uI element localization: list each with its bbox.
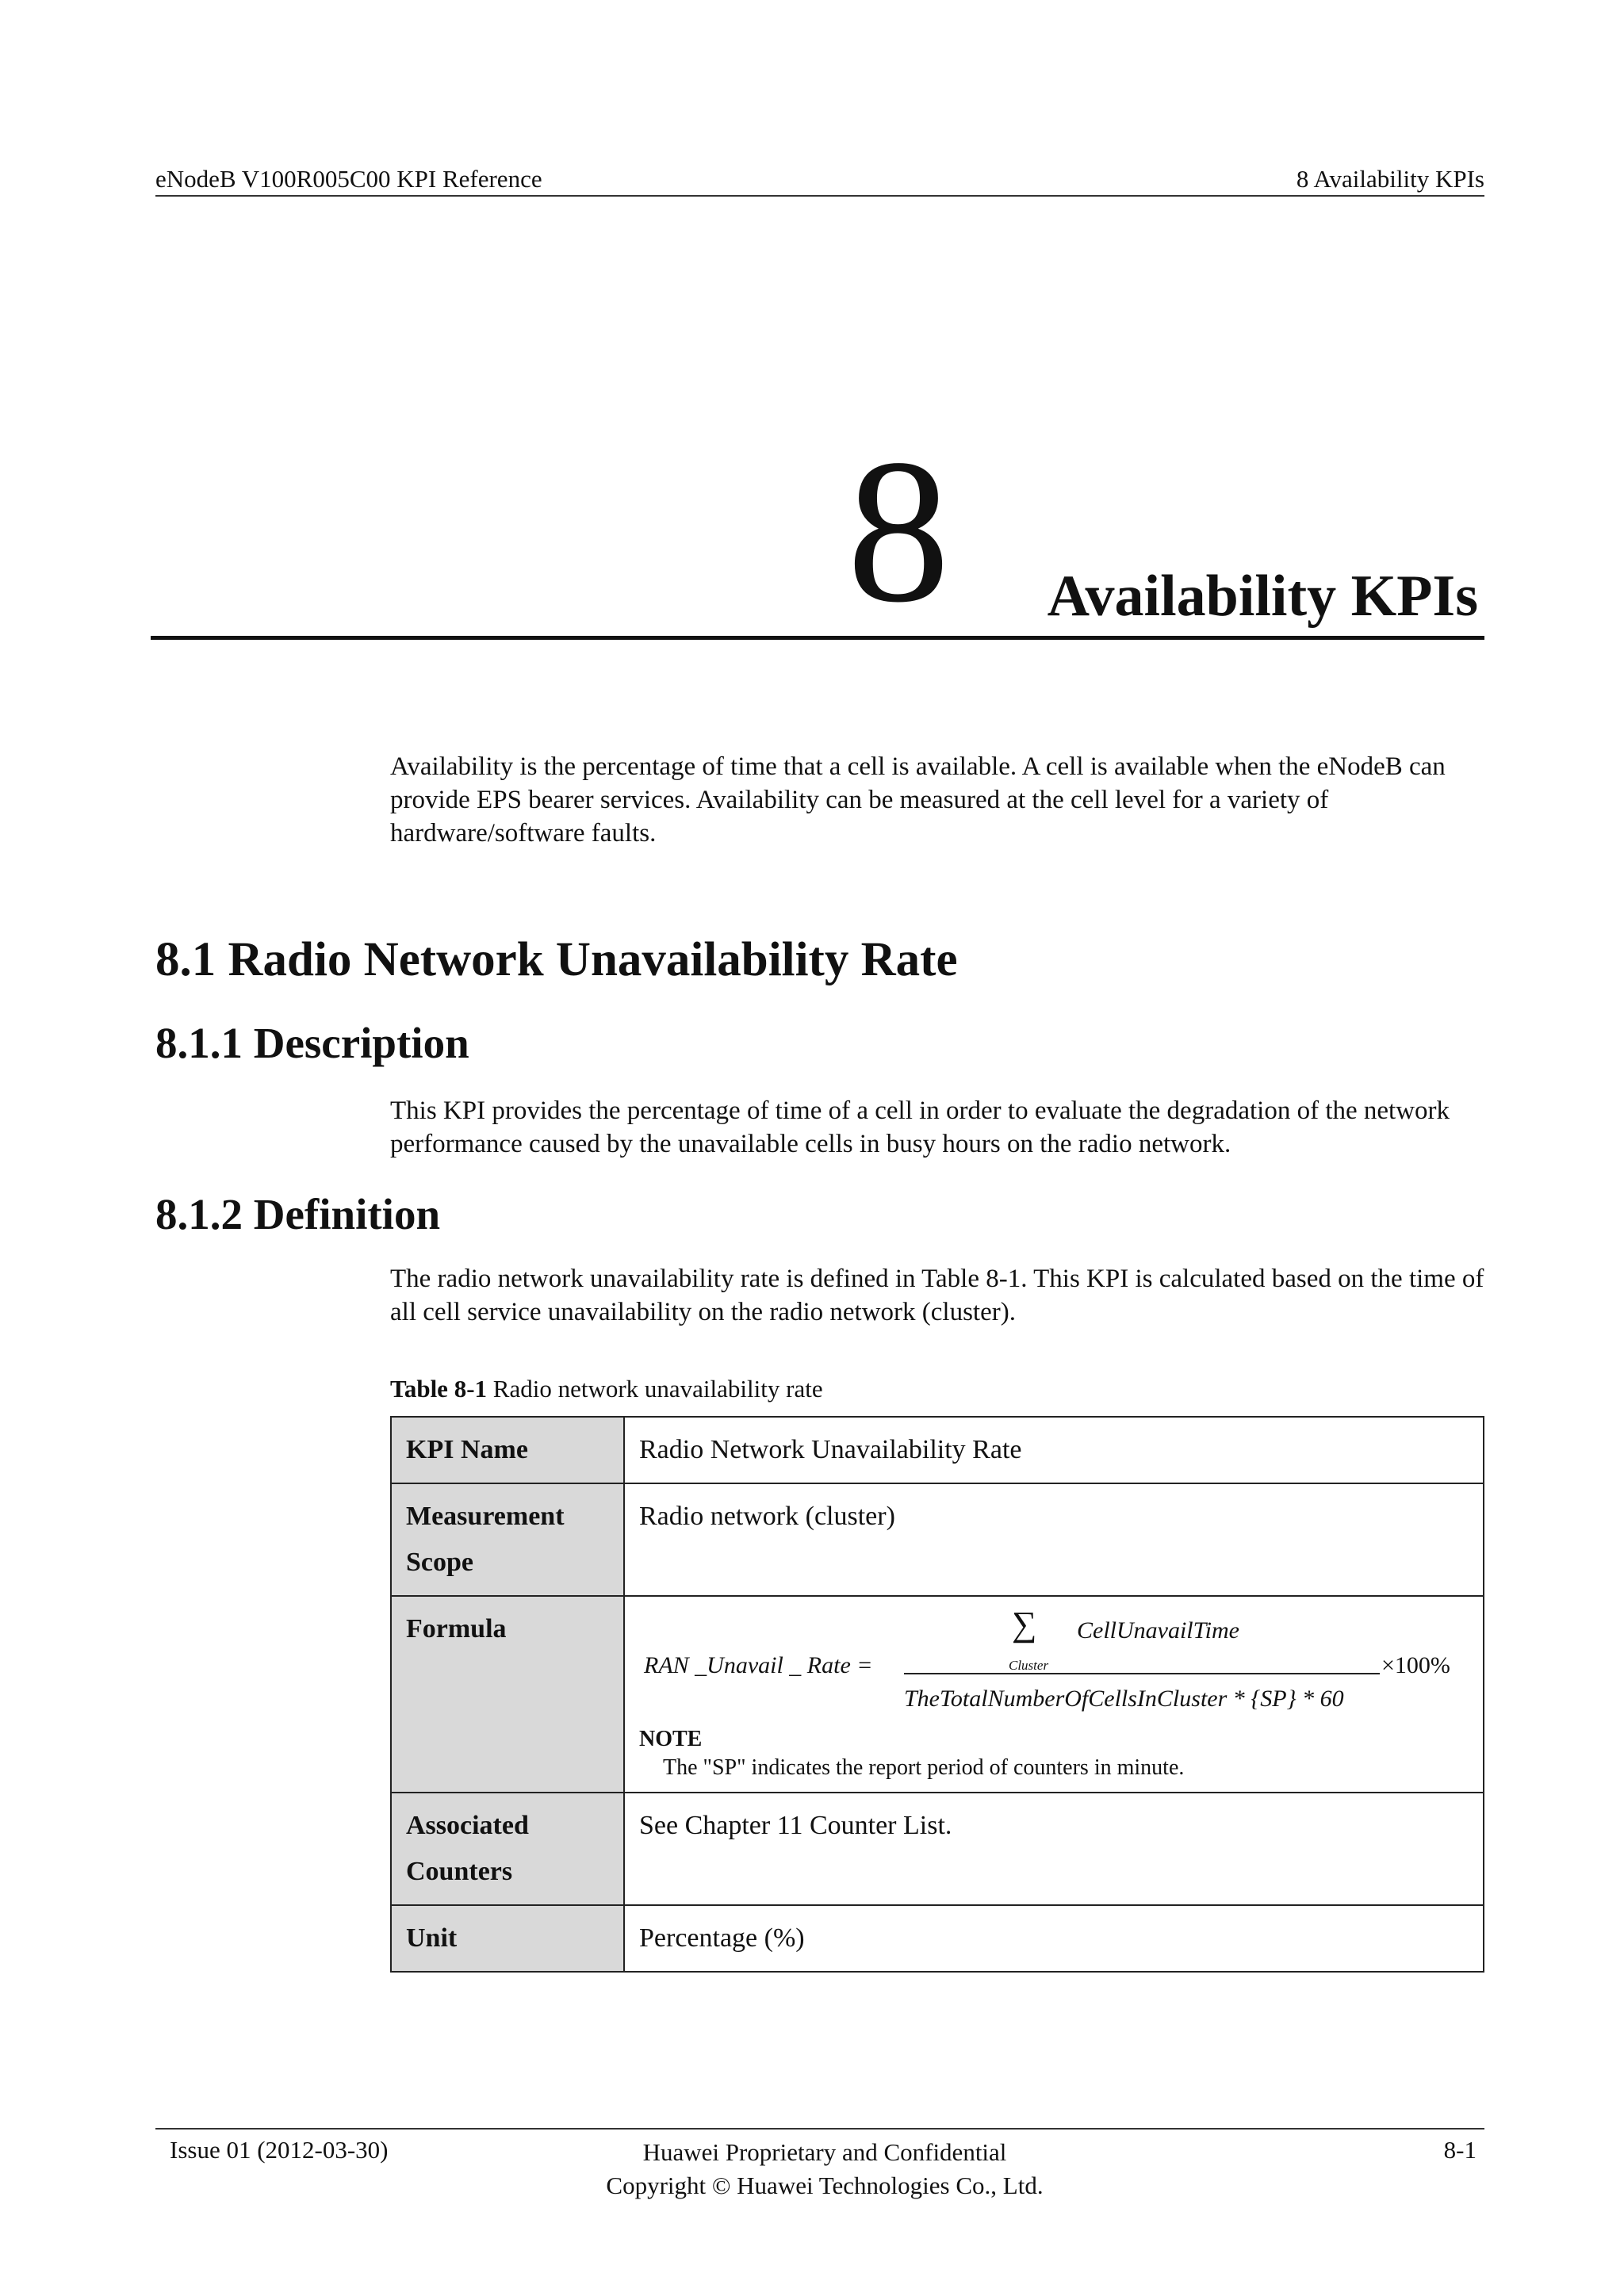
intro-paragraph: Availability is the percentage of time that a cell is available. A cell is available when the eNodeB can provide EPS bearer services. Availability can be measured at the cell level for a variety of hardware/software faults. xyxy=(390,752,1446,848)
row-value: Percentage (%) xyxy=(624,1905,1484,1972)
row-value: See Chapter 11 Counter List. xyxy=(624,1793,1484,1905)
row-label: Associated Counters xyxy=(391,1793,624,1905)
description-heading: 8.1.1 Description xyxy=(155,1019,469,1067)
description-paragraph: This KPI provides the percentage of time of a cell in order to evaluate the degradation of the network performance caused by the unavailable cells in busy hours on the radio network. xyxy=(390,1096,1450,1158)
footer-center xyxy=(476,2136,1174,2202)
footer-divider xyxy=(155,2128,1484,2130)
chapter-divider xyxy=(151,636,1484,640)
header-right: 8 Availability KPIs xyxy=(1296,165,1484,193)
table-row xyxy=(391,1793,1484,1905)
fraction-bar xyxy=(904,1673,1380,1674)
section-title: 8.1 Radio Network Unavailability Rate xyxy=(155,933,958,986)
table-row xyxy=(391,1905,1484,1972)
note-text: The "SP" indicates the report period of counters in minute. xyxy=(663,1755,1185,1780)
formula-denominator: TheTotalNumberOfCellsInCluster * {SP} * 60 xyxy=(904,1686,1344,1712)
table-caption-text: Radio network unavailability rate xyxy=(492,1375,823,1402)
row-label: Measurement Scope xyxy=(391,1483,624,1596)
page-number: 8-1 xyxy=(1443,2136,1477,2164)
table-row xyxy=(391,1483,1484,1596)
footer-copyright: Copyright © Huawei Technologies Co., Ltd. xyxy=(606,2172,1044,2199)
table-caption xyxy=(390,1375,823,1403)
sum-symbol: ∑ xyxy=(1012,1605,1037,1644)
note-label: NOTE xyxy=(639,1727,703,1751)
footer-issue: Issue 01 (2012-03-30) xyxy=(170,2136,389,2164)
sum-subscript: Cluster xyxy=(1009,1658,1049,1673)
row-label: Unit xyxy=(391,1905,624,1972)
row-label: Formula xyxy=(391,1596,624,1793)
chapter-number: 8 xyxy=(847,417,950,645)
table-row xyxy=(391,1417,1484,1483)
footer-proprietary: Huawei Proprietary and Confidential xyxy=(642,2138,1007,2166)
table-caption-label: Table 8-1 xyxy=(390,1375,488,1402)
definition-heading: 8.1.2 Definition xyxy=(155,1190,441,1238)
formula-numerator: CellUnavailTime xyxy=(1077,1617,1239,1644)
row-value: Radio Network Unavailability Rate xyxy=(624,1417,1484,1483)
kpi-table xyxy=(390,1416,1484,1973)
definition-paragraph: The radio network unavailability rate is defined in Table 8-1. This KPI is calculated based on the time of all cell service unavailability on the radio network (cluster). xyxy=(390,1265,1484,1326)
header-divider xyxy=(155,195,1484,197)
row-value: Radio network (cluster) xyxy=(624,1483,1484,1596)
formula-lhs: RAN _Unavail _ Rate = xyxy=(644,1652,873,1678)
row-label: KPI Name xyxy=(391,1417,624,1483)
chapter-title: Availability KPIs xyxy=(1047,564,1478,629)
formula-multiplier: ×100% xyxy=(1381,1652,1450,1678)
formula xyxy=(639,1606,1469,1725)
header-left: eNodeB V100R005C00 KPI Reference xyxy=(155,165,542,193)
table-row xyxy=(391,1596,1484,1793)
formula-cell xyxy=(624,1596,1484,1793)
